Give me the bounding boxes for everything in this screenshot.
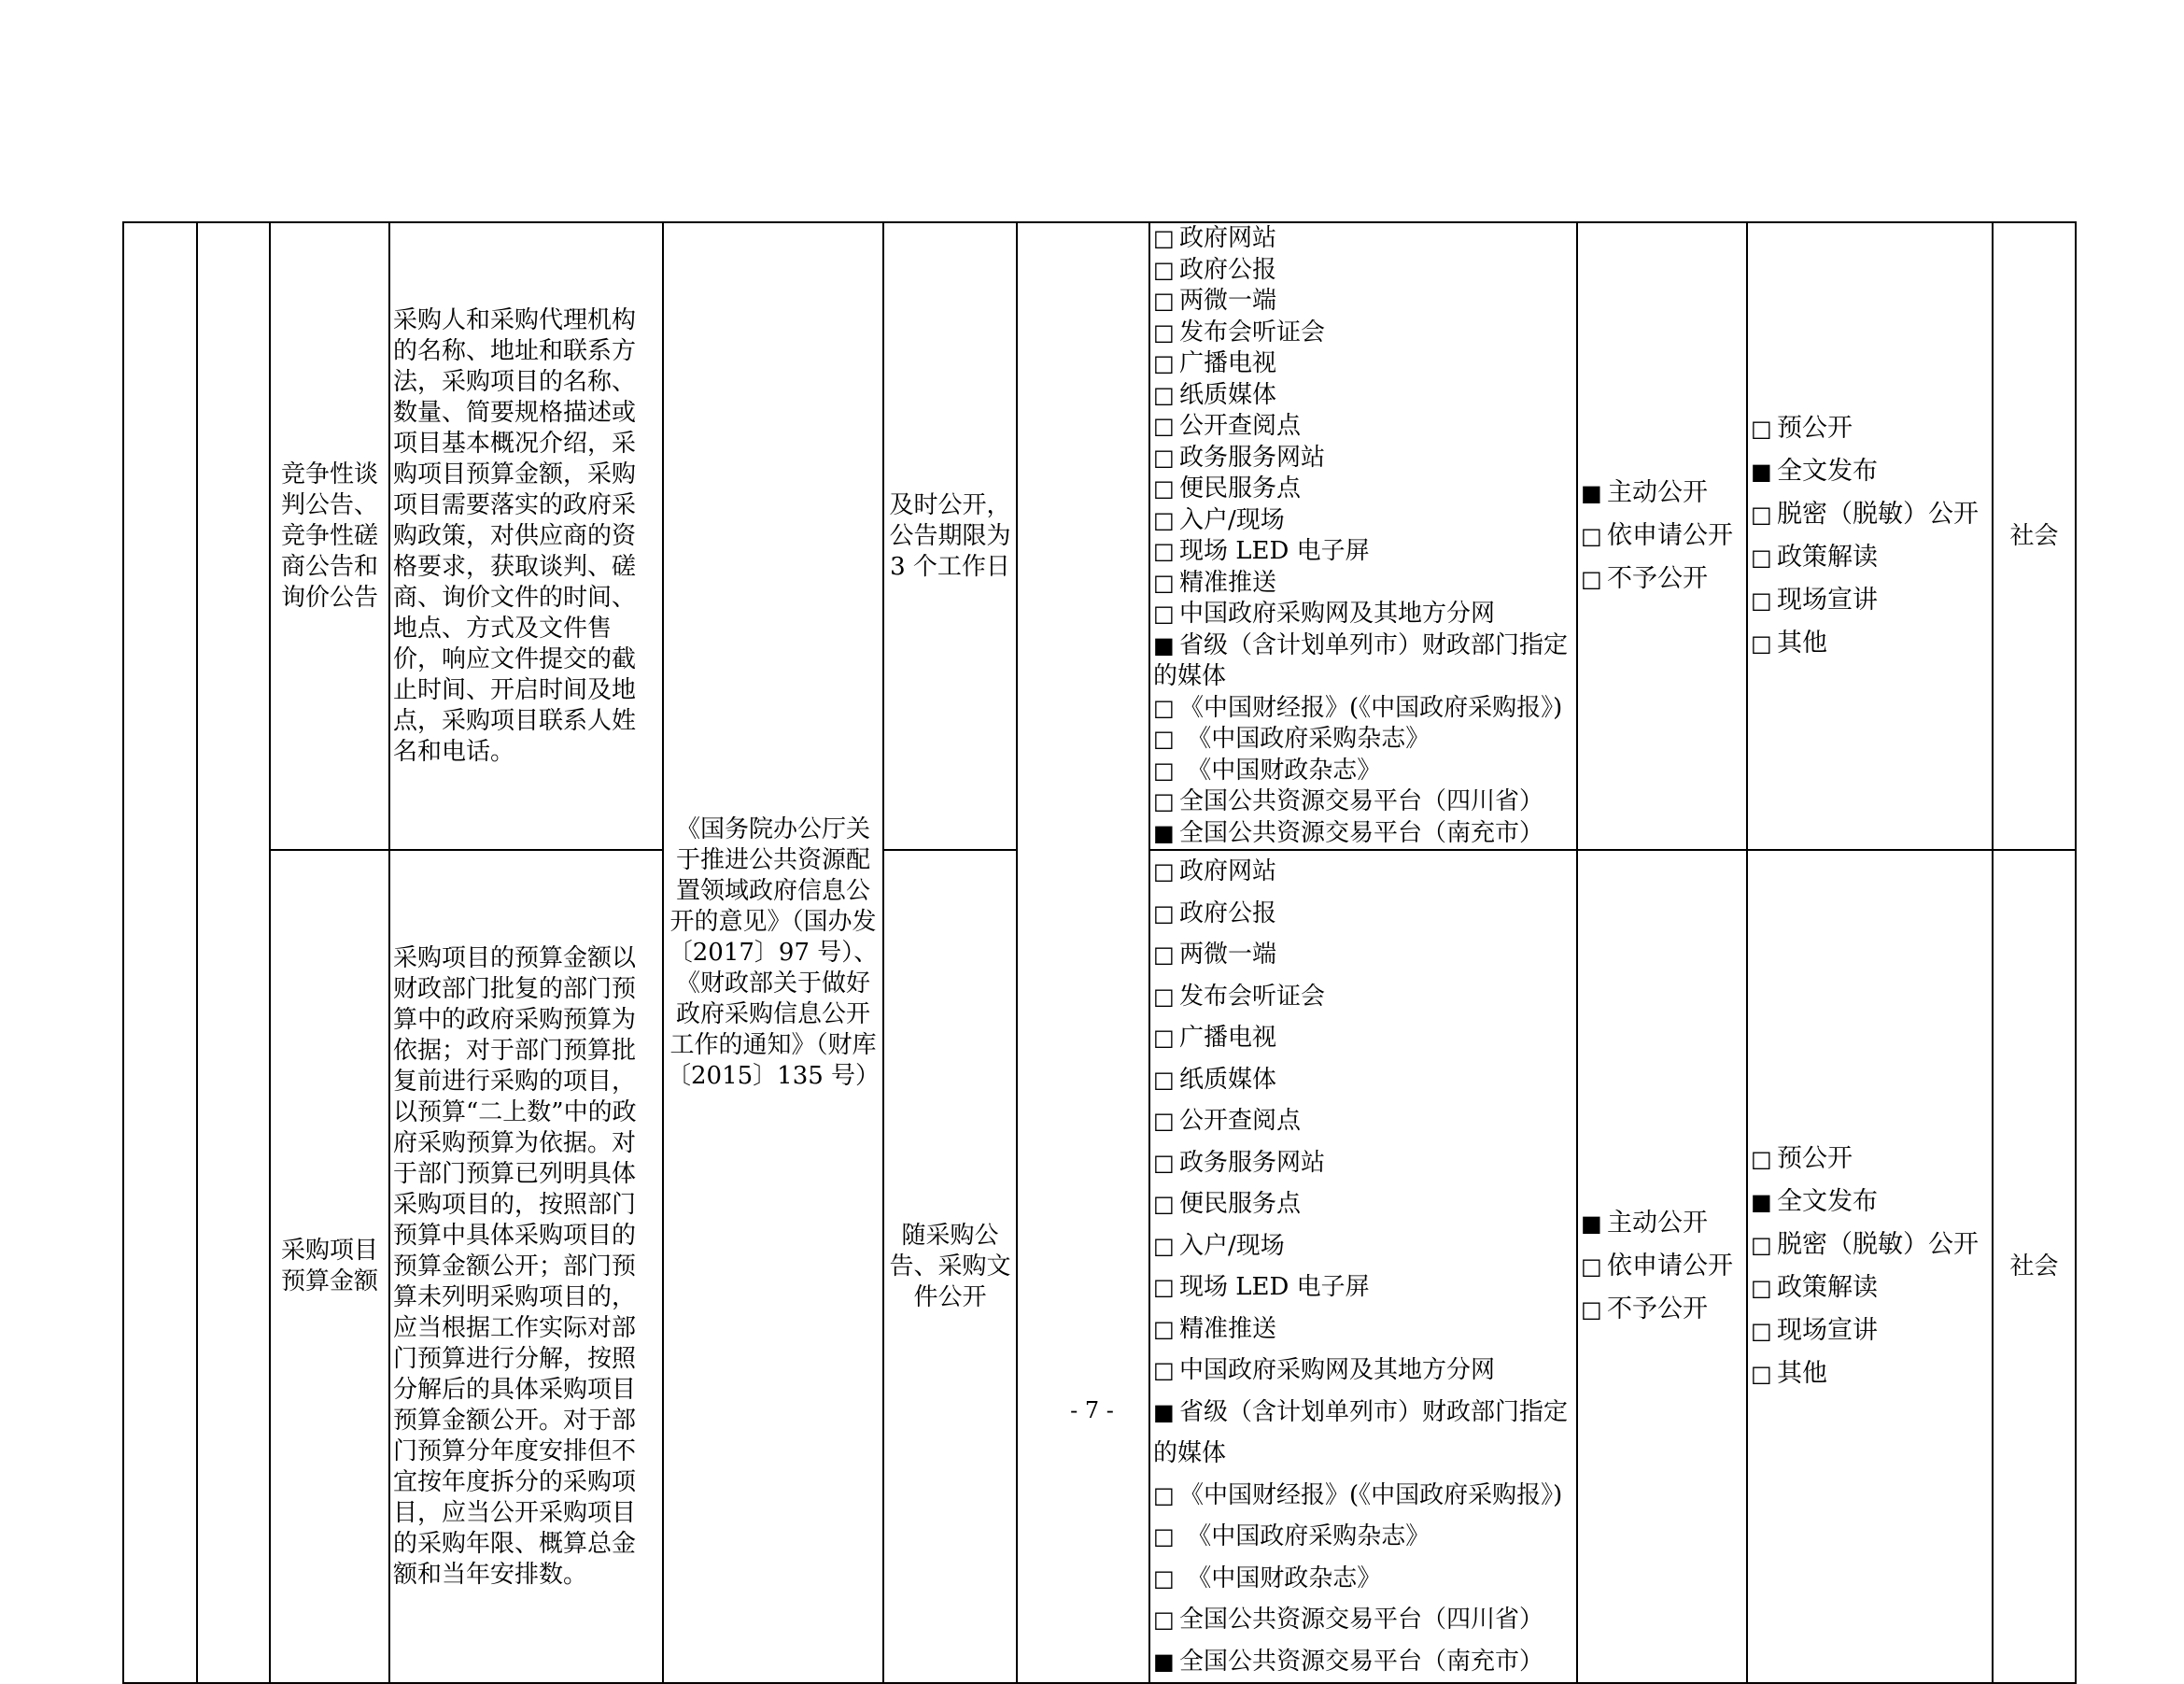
channel-option (1153, 443, 1385, 474)
option-label: 中国政府采购网及其地方分网 (1179, 600, 1496, 628)
channel-option (1153, 1100, 1385, 1142)
unchecked-box-icon: □ (1153, 1232, 1175, 1259)
unchecked-box-icon: □ (1153, 1191, 1175, 1217)
option-label: 《中国财政杂志》 (1179, 756, 1382, 785)
option-label: 不予公开 (1607, 1295, 1708, 1323)
option-label: 省级（含计划单列市）财政部门指定的媒体 (1153, 1397, 1569, 1467)
checked-box-icon: ■ (1581, 1210, 1602, 1237)
channel-option (1153, 1059, 1385, 1101)
content-cell: 采购项目的预算金额以财政部门批复的部门预算中的政府采购预算为依据；对于部门预算批复前进行采购的项目，以预算“二上数”中的政府采购预算为依据。对于部门预算已列明具体采购项目的，按照部门预算中具体采购项目的预算金额公开；部门预算未列明采购项目的，应当根据工作实际对部门预算进行分解，按照分解后的具体采购项目预算金额公开。对于部门预算分年度安排但不宜按年度拆分的采购项目，应当公开采购项目的采购年限、概算总金额和当年安排数。 (389, 850, 663, 1683)
checkbox-option (1751, 622, 1989, 665)
unchecked-box-icon: □ (1153, 1274, 1175, 1300)
page-number: - 7 - (1070, 1397, 1114, 1423)
checkbox-option (1751, 450, 1989, 493)
option-label: 便民服务点 (1179, 474, 1302, 502)
channel-option (1153, 1350, 1573, 1392)
unchecked-box-icon: □ (1751, 1361, 1772, 1387)
unchecked-box-icon: □ (1153, 506, 1175, 533)
option-label: 预公开 (1777, 1144, 1853, 1173)
option-label: 两微一端 (1179, 941, 1277, 969)
checkbox-option (1581, 472, 1743, 515)
channel-option (1153, 1183, 1385, 1225)
option-label: 现场宣讲 (1777, 586, 1878, 615)
channel-option (1153, 1142, 1385, 1184)
option-label: 广播电视 (1179, 349, 1277, 377)
target-cell: 社会 (1993, 222, 2076, 850)
channel-option (1153, 1641, 1573, 1683)
unchecked-box-icon: □ (1153, 1523, 1175, 1550)
channel-option (1153, 1475, 1573, 1517)
option-label: 全国公共资源交易平台（四川省） (1179, 1606, 1544, 1634)
option-label: 全文发布 (1777, 1187, 1878, 1216)
unchecked-box-icon: □ (1153, 288, 1175, 314)
unchecked-box-icon: □ (1751, 416, 1772, 442)
channel-option (1153, 630, 1573, 693)
option-label: 入户/现场 (1179, 505, 1285, 534)
option-label: 纸质媒体 (1179, 1065, 1277, 1094)
option-label: 现场 LED 电子屏 (1179, 1273, 1370, 1301)
channel-option (1153, 1225, 1385, 1267)
unchecked-box-icon: □ (1751, 502, 1772, 528)
option-label: 政府网站 (1179, 857, 1277, 885)
channel-option (1153, 536, 1385, 568)
unchecked-box-icon: □ (1581, 1253, 1602, 1280)
channel-option (1153, 851, 1385, 893)
checkbox-option (1751, 1138, 1989, 1181)
unchecked-box-icon: □ (1751, 1232, 1772, 1258)
checkbox-option (1751, 1181, 1989, 1224)
unchecked-box-icon: □ (1153, 941, 1175, 968)
unchecked-box-icon: □ (1153, 1481, 1175, 1508)
unchecked-box-icon: □ (1153, 788, 1175, 814)
unchecked-box-icon: □ (1153, 694, 1175, 721)
unchecked-box-icon: □ (1751, 545, 1772, 571)
option-label: 公开查阅点 (1179, 1107, 1302, 1135)
item-name-cell: 竞争性谈判公告、竞争性磋商公告和询价公告 (270, 222, 389, 850)
subject-cell (1017, 222, 1149, 1683)
option-label: 现场宣讲 (1777, 1316, 1878, 1345)
channel-option (1153, 1309, 1385, 1351)
channels-cell (1149, 222, 1577, 850)
unchecked-box-icon: □ (1153, 1025, 1175, 1051)
channel-option (1153, 223, 1385, 255)
channel-option (1153, 893, 1385, 935)
option-label: 两微一端 (1179, 287, 1277, 315)
option-label: 《中国财经报》(《中国政府采购报》) (1179, 1480, 1563, 1509)
option-label: 依申请公开 (1607, 521, 1733, 550)
option-label: 政府公报 (1179, 899, 1277, 927)
checkbox-option (1581, 1202, 1743, 1245)
timing-cell: 及时公开，公告期限为 3 个工作日 (883, 222, 1017, 850)
unchecked-box-icon: □ (1153, 1066, 1175, 1093)
checkbox-option (1751, 579, 1989, 622)
channel-option (1153, 756, 1573, 787)
option-label: 入户/现场 (1179, 1231, 1285, 1260)
unchecked-box-icon: □ (1153, 1606, 1175, 1633)
channel-option (1153, 255, 1385, 287)
channel-option (1153, 474, 1385, 505)
option-label: 政务服务网站 (1179, 1148, 1326, 1177)
channel-option (1153, 1516, 1573, 1558)
channel-option (1153, 348, 1385, 380)
unchecked-box-icon: □ (1153, 1149, 1175, 1176)
channel-option (1153, 318, 1385, 349)
option-label: 精准推送 (1179, 1314, 1277, 1343)
channel-option (1153, 934, 1385, 976)
unchecked-box-icon: □ (1153, 413, 1175, 439)
unchecked-box-icon: □ (1153, 225, 1175, 251)
category-cell-level2 (197, 222, 270, 1683)
option-label: 不予公开 (1607, 564, 1708, 593)
channel-option (1153, 786, 1573, 818)
option-label: 政府网站 (1179, 224, 1277, 252)
checked-box-icon: ■ (1153, 819, 1175, 846)
unchecked-box-icon: □ (1153, 444, 1175, 471)
unchecked-box-icon: □ (1153, 757, 1175, 784)
channel-option (1153, 976, 1385, 1018)
checked-box-icon: ■ (1581, 480, 1602, 506)
channel-option (1153, 411, 1385, 443)
option-label: 全国公共资源交易平台（南充市） (1179, 1647, 1544, 1676)
option-label: 《中国财政杂志》 (1179, 1564, 1382, 1592)
target-cell: 社会 (1993, 850, 2076, 1683)
unchecked-box-icon: □ (1153, 538, 1175, 564)
unchecked-box-icon: □ (1153, 1564, 1175, 1592)
channel-option (1153, 1267, 1385, 1309)
option-label: 中国政府采购网及其地方分网 (1179, 1356, 1496, 1384)
disclosure-method-cell (1577, 222, 1747, 850)
checkbox-option (1751, 407, 1989, 450)
basis-cell: 《国务院办公厅关于推进公共资源配置领域政府信息公开的意见》（国办发〔2017〕97 号）、《财政部关于做好政府采购信息公开工作的通知》（财库〔2015〕135 号） (663, 222, 883, 1683)
unchecked-box-icon: □ (1153, 569, 1175, 596)
option-label: 脱密（脱敏）公开 (1777, 1230, 1979, 1259)
option-label: 全文发布 (1777, 457, 1878, 486)
option-label: 广播电视 (1179, 1024, 1277, 1052)
channel-option (1153, 693, 1573, 725)
unchecked-box-icon: □ (1153, 381, 1175, 408)
option-label: 省级（含计划单列市）财政部门指定的媒体 (1153, 630, 1569, 690)
checkbox-option (1751, 493, 1989, 536)
option-label: 全国公共资源交易平台（四川省） (1179, 787, 1544, 815)
publish-form-cell (1747, 850, 1993, 1683)
unchecked-box-icon: □ (1153, 1108, 1175, 1134)
option-label: 政策解读 (1777, 543, 1878, 572)
publish-form-cell (1747, 222, 1993, 850)
option-label: 主动公开 (1607, 478, 1708, 507)
option-label: 其他 (1777, 629, 1827, 658)
unchecked-box-icon: □ (1153, 1357, 1175, 1383)
checkbox-option (1751, 1267, 1989, 1309)
checkbox-option (1581, 1245, 1743, 1288)
option-label: 依申请公开 (1607, 1252, 1733, 1281)
option-label: 脱密（脱敏）公开 (1777, 500, 1979, 529)
option-label: 精准推送 (1179, 568, 1277, 597)
option-label: 其他 (1777, 1359, 1827, 1388)
unchecked-box-icon: □ (1153, 350, 1175, 376)
unchecked-box-icon: □ (1153, 256, 1175, 283)
channel-option (1153, 1017, 1385, 1059)
unchecked-box-icon: □ (1581, 523, 1602, 549)
unchecked-box-icon: □ (1751, 587, 1772, 614)
unchecked-box-icon: □ (1751, 630, 1772, 657)
option-label: 政务服务网站 (1179, 443, 1326, 472)
checkbox-option (1751, 1309, 1989, 1352)
item-name-cell: 采购项目预算金额 (270, 850, 389, 1683)
option-label: 全国公共资源交易平台（南充市） (1179, 818, 1544, 847)
checkbox-option (1751, 536, 1989, 579)
channel-option (1153, 286, 1385, 318)
channel-option (1153, 599, 1573, 630)
option-label: 便民服务点 (1179, 1190, 1302, 1218)
channel-option (1153, 1558, 1573, 1600)
unchecked-box-icon: □ (1153, 601, 1175, 627)
channel-option (1153, 724, 1573, 756)
checked-box-icon: ■ (1751, 459, 1772, 485)
option-label: 《中国政府采购杂志》 (1179, 725, 1430, 753)
channel-option (1153, 505, 1385, 537)
option-label: 发布会听证会 (1179, 318, 1326, 347)
timing-cell: 随采购公告、采购文件公开 (883, 850, 1017, 1683)
option-label: 《中国财经报》(《中国政府采购报》) (1179, 693, 1563, 722)
option-label: 纸质媒体 (1179, 380, 1277, 409)
checked-box-icon: ■ (1153, 631, 1175, 658)
channel-option (1153, 1599, 1573, 1641)
option-label: 主动公开 (1607, 1209, 1708, 1238)
unchecked-box-icon: □ (1153, 726, 1175, 752)
unchecked-box-icon: □ (1751, 1146, 1772, 1172)
checked-box-icon: ■ (1153, 1648, 1175, 1675)
option-label: 政策解读 (1777, 1273, 1878, 1302)
checkbox-option (1581, 558, 1743, 601)
checkbox-option (1751, 1352, 1989, 1395)
option-label: 政府公报 (1179, 255, 1277, 284)
channel-option (1153, 818, 1573, 850)
option-label: 公开查阅点 (1179, 412, 1302, 440)
unchecked-box-icon: □ (1153, 983, 1175, 1010)
unchecked-box-icon: □ (1153, 858, 1175, 884)
channel-option (1153, 568, 1385, 600)
category-cell-level1 (123, 222, 197, 1683)
option-label: 预公开 (1777, 414, 1853, 443)
checkbox-option (1751, 1224, 1989, 1267)
table-row (123, 222, 2076, 850)
unchecked-box-icon: □ (1581, 566, 1602, 592)
checked-box-icon: ■ (1751, 1189, 1772, 1215)
option-label: 发布会听证会 (1179, 982, 1326, 1011)
channel-option (1153, 380, 1385, 412)
option-label: 现场 LED 电子屏 (1179, 537, 1370, 565)
option-label: 《中国政府采购杂志》 (1179, 1522, 1430, 1550)
checked-box-icon: ■ (1153, 1398, 1175, 1425)
disclosure-method-cell (1577, 850, 1747, 1683)
unchecked-box-icon: □ (1153, 318, 1175, 346)
unchecked-box-icon: □ (1751, 1275, 1772, 1301)
unchecked-box-icon: □ (1153, 475, 1175, 502)
unchecked-box-icon: □ (1751, 1318, 1772, 1344)
disclosure-table (122, 221, 2077, 1684)
unchecked-box-icon: □ (1581, 1296, 1602, 1323)
checkbox-option (1581, 1288, 1743, 1331)
channels-cell (1149, 850, 1577, 1683)
unchecked-box-icon: □ (1153, 1315, 1175, 1342)
checkbox-option (1581, 515, 1743, 558)
content-cell: 采购人和采购代理机构的名称、地址和联系方法，采购项目的名称、数量、简要规格描述或项目基本概况介绍，采购项目预算金额，采购项目需要落实的政府采购政策，对供应商的资格要求，获取谈判、磋商、询价文件的时间、地点、方式及文件售价，响应文件提交的截止时间、开启时间及地点，采购项目联系人姓名和电话。 (389, 222, 663, 850)
unchecked-box-icon: □ (1153, 899, 1175, 927)
